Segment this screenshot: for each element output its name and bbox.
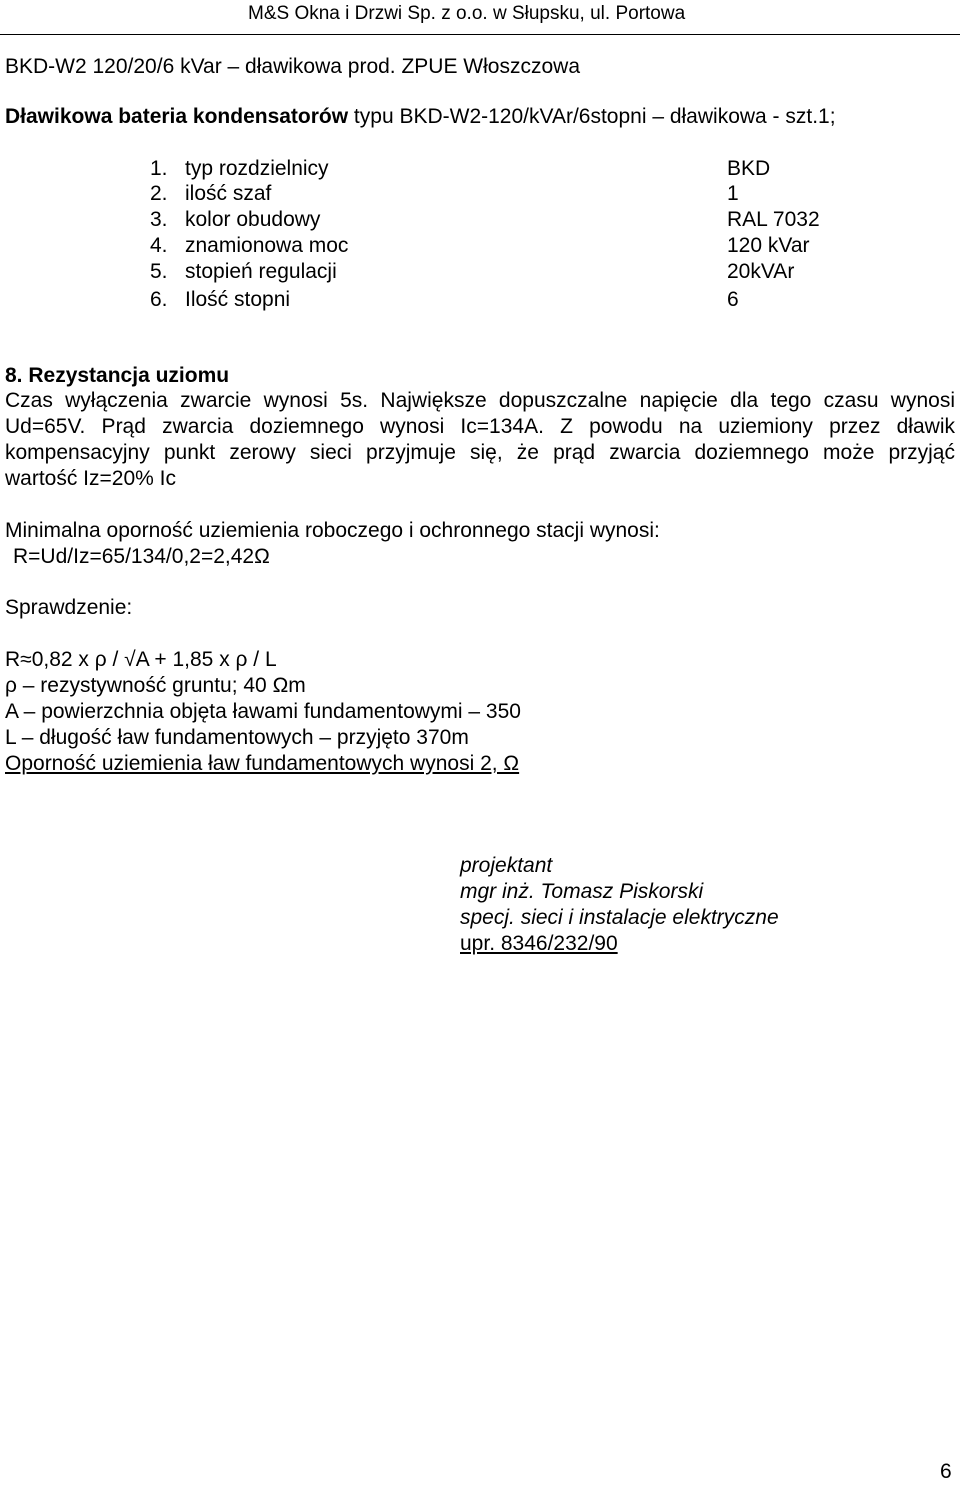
subtitle-rest: typu BKD-W2-120/kVAr/6stopni – dławikowa - szt.1; — [348, 105, 836, 128]
check-line: R≈0,82 x ρ / √A + 1,85 x ρ / L — [5, 648, 277, 671]
spec-num: 4. — [150, 234, 168, 257]
page-header: M&S Okna i Drzwi Sp. z o.o. w Słupsku, ul. Portowa — [248, 3, 686, 24]
spec-num: 3. — [150, 208, 168, 231]
spec-label: ilość szaf — [185, 182, 272, 205]
section-heading: 8. Rezystancja uziomu — [5, 364, 230, 387]
header-rule — [0, 34, 960, 35]
spec-value: BKD — [727, 157, 771, 180]
subtitle-bold: Dławikowa bateria kondensatorów — [5, 105, 349, 128]
spec-value: 120 kVar — [727, 234, 810, 257]
check-label: Sprawdzenie: — [5, 596, 133, 619]
spec-label: typ rozdzielnicy — [185, 157, 329, 180]
spec-label: kolor obudowy — [185, 208, 321, 231]
spec-num: 6. — [150, 288, 168, 311]
subtitle — [5, 106, 836, 127]
spec-label: znamionowa moc — [185, 234, 349, 257]
spec-label: Ilość stopni — [185, 288, 291, 311]
signature-specialty: specj. sieci i instalacje elektryczne — [460, 906, 779, 929]
result-line: Oporność uziemienia ław fundamentowych wynosi 2, Ω — [5, 752, 520, 775]
spec-value: RAL 7032 — [727, 208, 820, 231]
check-line: L – długość ław fundamentowych – przyjęto 370m — [5, 726, 469, 749]
paragraph-line: kompensacyjny punkt zerowy sieci przyjmuje się, że prąd zwarcia doziemnego może przyjąć — [5, 441, 955, 464]
paragraph-line: Czas wyłączenia zwarcie wynosi 5s. Największe dopuszczalne napięcie dla tego czasu wynosi — [5, 389, 955, 412]
spec-value: 1 — [727, 182, 739, 205]
spec-value: 20kVAr — [727, 260, 795, 283]
spec-label: stopień regulacji — [185, 260, 337, 283]
spec-num: 5. — [150, 260, 168, 283]
title-line: BKD-W2 120/20/6 kVar – dławikowa prod. ZPUE Włoszczowa — [5, 55, 580, 78]
min-resistance-line: Minimalna oporność uziemienia roboczego i ochronnego stacji wynosi: — [5, 519, 660, 542]
check-line: ρ – rezystywność gruntu; 40 Ωm — [5, 674, 306, 697]
signature-role: projektant — [460, 854, 553, 877]
spec-num: 1. — [150, 157, 168, 180]
spec-num: 2. — [150, 182, 168, 205]
spec-value: 6 — [727, 288, 739, 311]
signature-license: upr. 8346/232/90 — [460, 932, 618, 955]
page-number: 6 — [940, 1460, 952, 1483]
check-line: A – powierzchnia objęta ławami fundamentowymi – 350 — [5, 700, 521, 723]
paragraph-line: Ud=65V. Prąd zwarcia doziemnego wynosi Ic=134A. Z powodu na uziemiony przez dławik — [5, 415, 955, 438]
formula: R=Ud/Iz=65/134/0,2=2,42Ω — [13, 545, 270, 568]
paragraph-last-line: wartość Iz=20% Ic — [5, 467, 176, 490]
signature-name: mgr inż. Tomasz Piskorski — [460, 880, 704, 903]
